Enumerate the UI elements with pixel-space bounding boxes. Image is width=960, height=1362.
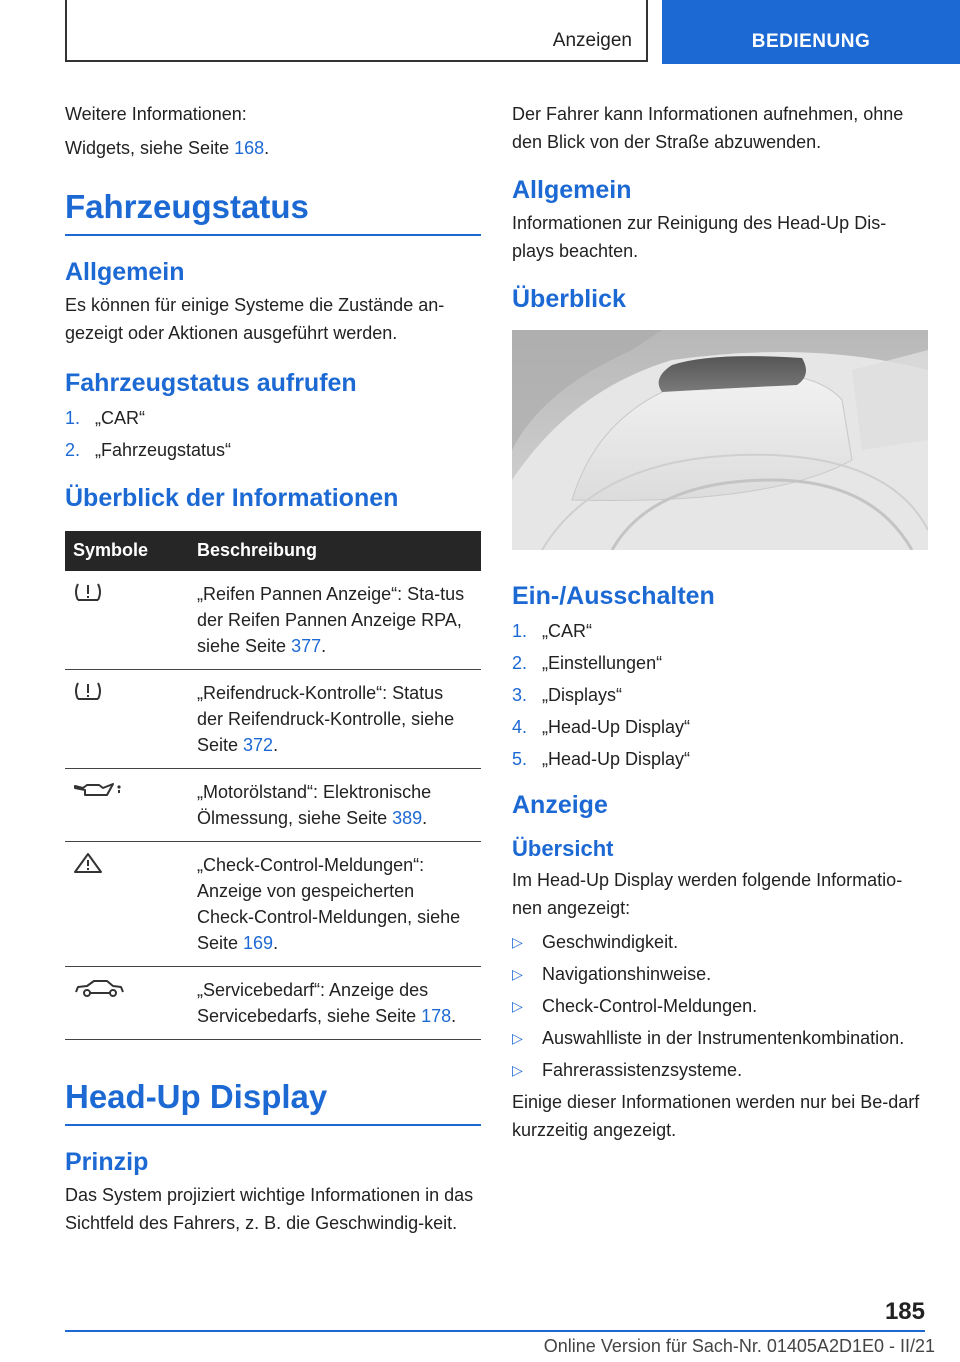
aufrufen-steps: [65, 404, 481, 464]
bullet-triangle-icon: ▷: [512, 1062, 523, 1078]
footer-online-version: Online Version für Sach-Nr. 01405A2D1E0 - II/21: [543, 1336, 935, 1356]
list-item: ▷ Geschwindigkeit.: [512, 928, 928, 956]
head-up-display-photo: [512, 330, 928, 550]
list-item: 5. „Head-Up Display“: [512, 749, 691, 769]
running-header-chapter: BEDIENUNG: [662, 0, 960, 64]
symbol-table: [65, 531, 481, 1040]
table-row: „Reifen Pannen Anzeige“: Sta-tus der Reifen Pannen Anzeige RPA, siehe Seite 377.: [65, 571, 481, 670]
list-item: 4. „Head-Up Display“: [512, 717, 691, 737]
bullet-triangle-icon: ▷: [512, 1030, 523, 1046]
table-row: „Servicebedarf“: Anzeige des Servicebedarfs, siehe Seite 178.: [65, 967, 481, 1040]
footer-divider: [65, 1330, 925, 1332]
page-link-168[interactable]: 168: [234, 138, 265, 158]
tire-pressure-warning-icon: [73, 581, 103, 603]
list-item: 1. „CAR“: [512, 621, 592, 641]
right-column: [512, 100, 928, 1144]
widgets-reference: Widgets, siehe Seite 168.: [65, 138, 270, 158]
intro-paragraph: Der Fahrer kann Informationen aufnehmen, ohne den Blick von der Straße abzuwenden.: [512, 104, 904, 152]
heading-fahrzeugstatus: Fahrzeugstatus: [65, 188, 481, 236]
uebersicht-paragraph: Im Head-Up Display werden folgende Informatio-nen angezeigt:: [512, 870, 903, 918]
table-header-beschreibung: Beschreibung: [189, 531, 481, 571]
page-number: 185: [884, 1298, 925, 1325]
more-info-label: Weitere Informationen:: [65, 104, 247, 124]
tire-pressure-warning-icon: [73, 680, 103, 702]
page-link-389[interactable]: 389: [392, 808, 423, 828]
page-link-178[interactable]: 178: [421, 1006, 452, 1026]
left-column: [65, 100, 481, 1237]
warning-triangle-icon: [73, 852, 103, 874]
page-link-377[interactable]: 377: [291, 636, 322, 656]
list-item: ▷ Check-Control-Meldungen.: [512, 992, 928, 1020]
car-service-icon: [73, 977, 125, 999]
heading-head-up-display: Head-Up Display: [65, 1078, 481, 1126]
table-row: „Check-Control-Meldungen“: Anzeige von gespeicherten Check-Control-Meldungen, siehe Seite 169.: [65, 842, 481, 967]
list-item: 2. „Einstellungen“: [512, 653, 663, 673]
list-item: 3. „Displays“: [512, 685, 623, 705]
allgemein-paragraph: Es können für einige Systeme die Zustände an-gezeigt oder Aktionen ausgeführt werden.: [65, 295, 445, 343]
table-header-symbole: Symbole: [65, 531, 189, 571]
list-item: 2. „Fahrzeugstatus“: [65, 440, 232, 460]
list-item: ▷ Fahrerassistenzsysteme.: [512, 1056, 928, 1084]
bullet-triangle-icon: ▷: [512, 966, 523, 982]
heading-ueberblick-informationen: Überblick der Informationen: [65, 484, 399, 512]
list-item: ▷ Navigationshinweise.: [512, 960, 928, 988]
running-header-section: Anzeigen: [65, 0, 648, 62]
closing-paragraph: Einige dieser Informationen werden nur bei Be-darf kurzzeitig angezeigt.: [512, 1092, 920, 1140]
reinigung-paragraph: Informationen zur Reinigung des Head-Up Dis-plays beachten.: [512, 213, 887, 261]
heading-anzeige: Anzeige: [512, 791, 608, 819]
page-link-169[interactable]: 169: [243, 933, 274, 953]
heading-uebersicht: Übersicht: [512, 836, 614, 861]
bullet-triangle-icon: ▷: [512, 934, 523, 950]
heading-prinzip: Prinzip: [65, 1148, 149, 1176]
table-row: „Reifendruck-Kontrolle“: Status der Reifendruck-Kontrolle, siehe Seite 372.: [65, 670, 481, 769]
oil-can-icon: [73, 779, 125, 801]
prinzip-paragraph: Das System projiziert wichtige Informationen in das Sichtfeld des Fahrers, z. B. die Geschwindig-keit.: [65, 1185, 474, 1233]
ein-aus-steps: [512, 617, 928, 773]
heading-ueberblick: Überblick: [512, 285, 626, 313]
list-item: ▷ Auswahlliste in der Instrumentenkombination.: [512, 1024, 928, 1052]
list-item: 1. „CAR“: [65, 408, 145, 428]
page-link-372[interactable]: 372: [243, 735, 274, 755]
bullet-triangle-icon: ▷: [512, 998, 523, 1014]
heading-fahrzeugstatus-aufrufen: Fahrzeugstatus aufrufen: [65, 369, 357, 397]
heading-ein-ausschalten: Ein-/Ausschalten: [512, 582, 715, 610]
heading-allgemein-hud: Allgemein: [512, 176, 632, 204]
hud-info-list: [512, 928, 928, 1084]
table-row: „Motorölstand“: Elektronische Ölmessung, siehe Seite 389.: [65, 769, 481, 842]
heading-allgemein: Allgemein: [65, 258, 185, 286]
